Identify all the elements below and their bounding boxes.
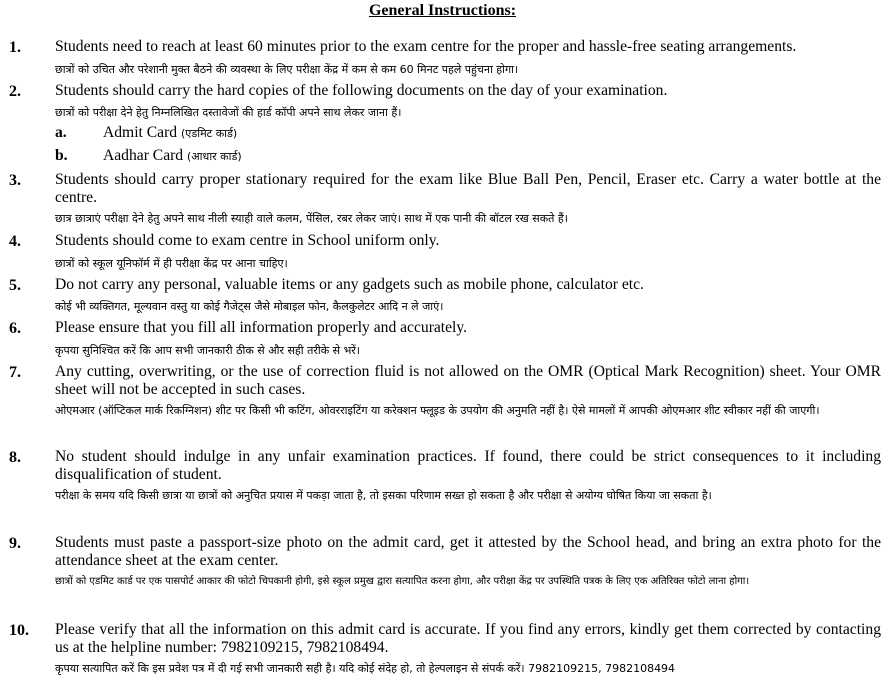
- instruction-english: Students must paste a passport-size photo on the admit card, get it attested by the School head, and bring an extra photo for the attendance sheet at the exam center.: [55, 534, 881, 569]
- instruction-english: Students should carry proper stationary required for the exam like Blue Ball Pen, Pencil, Eraser etc. Carry a water bottle at the centre.: [55, 171, 881, 206]
- subitem-letter: b.: [55, 147, 68, 164]
- item-number: 10.: [9, 622, 29, 639]
- instruction-english: Please ensure that you fill all information properly and accurately.: [55, 319, 468, 336]
- instruction-english: Students should come to exam centre in School uniform only.: [55, 232, 440, 249]
- instruction-english: Any cutting, overwriting, or the use of correction fluid is not allowed on the OMR (Optical Mark Recognition) sheet. Your OMR sheet will not be accepted in such cases.: [55, 363, 881, 398]
- instruction-english: Students need to reach at least 60 minutes prior to the exam centre for the proper and hassle-free seating arrangements.: [55, 38, 797, 55]
- instruction-hindi: छात्र छात्राएं परीक्षा देने हेतु अपने साथ नीली स्याही वाले कलम, पेंसिल, रबर लेकर जाएं। साथ में एक पानी की बॉटल रख सकते हैं।: [55, 212, 568, 225]
- subitem-label: Aadhar Card: [103, 147, 184, 164]
- subitem-hindi: (आधार कार्ड): [187, 150, 242, 163]
- item-number: 9.: [9, 535, 21, 552]
- instruction-hindi: परीक्षा के समय यदि किसी छात्रा या छात्रों को अनुचित प्रयास में पकड़ा जाता है, तो इसका परिणाम सख्त हो सकता है और परीक्षा से अयोग्य घोषित किया जा सकता है।: [55, 489, 712, 502]
- item-number: 1.: [9, 39, 21, 56]
- instruction-hindi: छात्रों को एडमिट कार्ड पर एक पासपोर्ट आकार की फोटो चिपकानी होगी, इसे स्कूल प्रमुख द्वारा सत्यापित करना होगा, और परीक्षा केंद्र पर उपस्थिति पत्रक के लिए एक अतिरिक्त फोटो लाना होगा।: [55, 576, 750, 587]
- instruction-hindi: छात्रों को स्कूल यूनिफॉर्म में ही परीक्षा केंद्र पर आना चाहिए।: [55, 257, 288, 270]
- instruction-hindi: ओएमआर (ऑप्टिकल मार्क रिकग्निशन) शीट पर किसी भी कटिंग, ओवरराइटिंग या करेक्शन फ्लूइड के उपयोग की अनुमति नहीं है। ऐसे मामलों में आपकी ओएमआर शीट स्वीकार नहीं की जाएगी।: [55, 404, 820, 417]
- instruction-hindi: कृपया सुनिश्चित करें कि आप सभी जानकारी ठीक से और सही तरीके से भरें।: [55, 344, 360, 357]
- instruction-english: Please verify that all the information on this admit card is accurate. If you find any errors, kindly get them corrected by contacting us at the helpline number: 7982109215, 7982108494.: [55, 621, 881, 656]
- instruction-english: Do not carry any personal, valuable items or any gadgets such as mobile phone, calculator etc.: [55, 276, 644, 293]
- item-number: 8.: [9, 449, 21, 466]
- item-number: 3.: [9, 172, 21, 189]
- item-number: 4.: [9, 233, 21, 250]
- item-number: 2.: [9, 83, 21, 100]
- subitem-hindi: (एडमिट कार्ड): [180, 127, 238, 140]
- subitem-label: Admit Card: [103, 124, 178, 141]
- instruction-hindi: छात्रों को परीक्षा देने हेतु निम्नलिखित दस्तावेजों की हार्ड कॉपी अपने साथ लेकर जाना हैं।: [55, 106, 402, 119]
- item-number: 6.: [9, 320, 21, 337]
- subitem-text: [103, 147, 242, 166]
- subitem-text: [103, 124, 237, 143]
- instruction-hindi: कोई भी व्यक्तिगत, मूल्यवान वस्तु या कोई गैजेट्स जैसे मोबाइल फोन, कैलकुलेटर आदि न ले जाएं।: [55, 300, 444, 313]
- document-subitem-a: [0, 122, 885, 144]
- instruction-hindi: छात्रों को उचित और परेशानी मुक्त बैठने की व्यवस्था के लिए परीक्षा केंद्र में कम से कम 60 मिनट पहले पहुंचना होगा।: [55, 63, 519, 76]
- instruction-english: No student should indulge in any unfair examination practices. If found, there could be strict consequences to it including disqualification of student.: [55, 448, 881, 483]
- instruction-english: Students should carry the hard copies of the following documents on the day of your examination.: [55, 82, 668, 99]
- item-number: 5.: [9, 277, 21, 294]
- document-subitem-b: [0, 145, 885, 167]
- item-number: 7.: [9, 364, 21, 381]
- subitem-letter: a.: [55, 124, 67, 141]
- instruction-hindi: कृपया सत्यापित करें कि इस प्रवेश पत्र में दी गई सभी जानकारी सही है। यदि कोई संदेह हो, तो हेल्पलाइन से संपर्क करें। 7982109215, 7982108494: [55, 662, 676, 675]
- page-title: General Instructions:: [368, 2, 517, 19]
